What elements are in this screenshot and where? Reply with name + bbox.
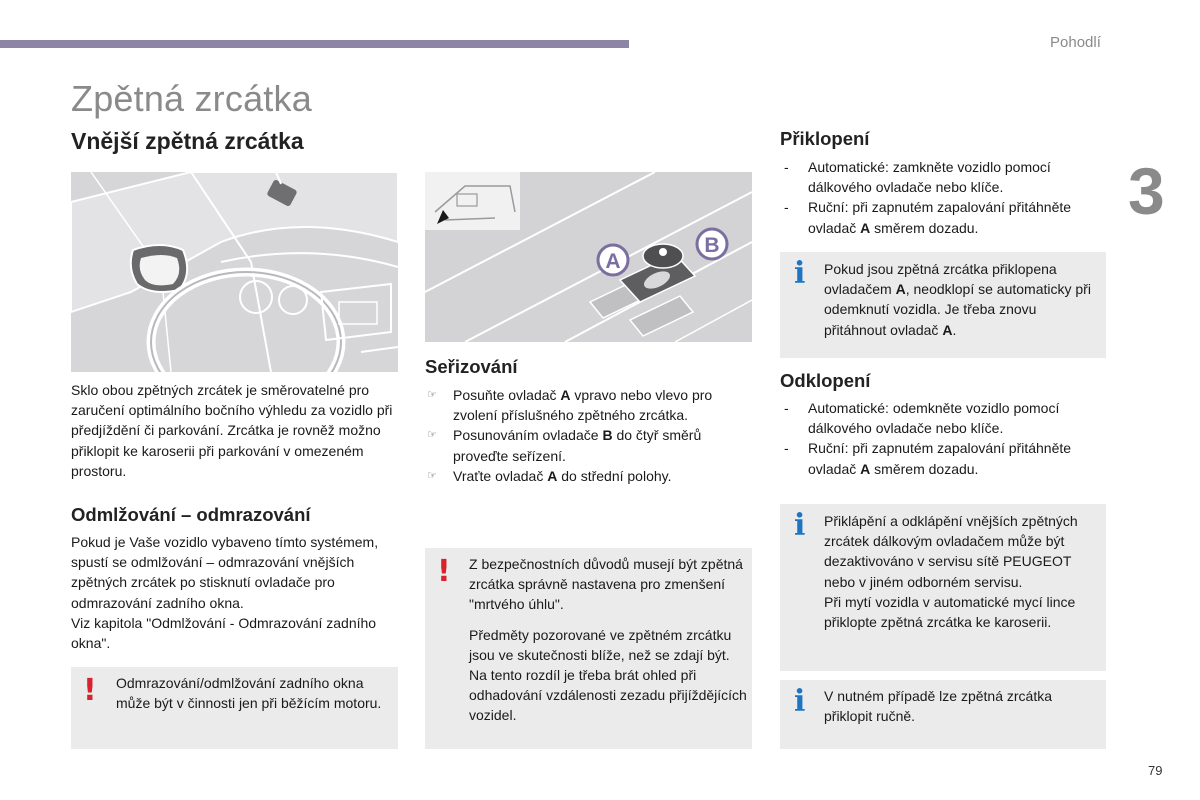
fold-info-text: Pokud jsou zpětná zrcátka přiklopena ovladačem A, neodklopí se automaticky při odemknutí vozidla. Je třeba znovu přitáhnout ovladač A.: [824, 261, 1091, 338]
pointing-hand-icon: ☞: [427, 388, 437, 401]
service-info-text: [824, 511, 1102, 632]
car-interior-drawing: [71, 172, 398, 372]
unfold-list: [780, 398, 1110, 479]
adjust-heading: Seřizování: [425, 356, 518, 377]
info-icon: i: [794, 256, 806, 291]
service-info-box: [780, 504, 1106, 671]
warning-icon: !: [83, 673, 97, 708]
warning-icon: !: [437, 554, 451, 589]
callout-b-label: B: [704, 234, 720, 257]
fold-heading: Přiklopení: [780, 128, 870, 149]
info-paragraph: Při mytí vozidla v automatické mycí lince přiklopte zpětná zrcátka ke karoserii.: [824, 593, 1076, 631]
page-title: Zpětná zrcátka: [71, 78, 312, 119]
list-item: - Automatické: odemkněte vozidlo pomocí dálkového ovladače nebo klíče.: [780, 398, 1110, 438]
list-item: ☞ Vraťte ovladač A do střední polohy.: [425, 466, 755, 486]
warning-paragraph: Z bezpečnostních důvodů musejí být zpětná zrcátka správně nastavena pro zmenšení "mrtvého úhlu".: [469, 556, 743, 613]
defog-warning-box: [71, 667, 398, 749]
defog-heading: Odmlžování – odmrazování: [71, 504, 311, 525]
list-item: ☞ Posuňte ovladač A vpravo nebo vlevo pro zvolení příslušného zpětného zrcátka.: [427, 387, 713, 424]
page-number: 79: [1148, 763, 1163, 778]
info-paragraph: Přiklápění a odklápění vnějších zpětných zrcátek dálkovým ovladačem může být dezaktivováno v servisu sítě PEUGEOT nebo v jiném odborném servisu.: [824, 513, 1078, 590]
pointing-hand-icon: ☞: [427, 468, 437, 482]
pointing-hand-icon: ☞: [427, 428, 437, 442]
section-label: Pohodlí: [1050, 34, 1101, 51]
list-item: ☞ Posunováním ovladače B do čtyř směrů proveďte seřízení.: [427, 427, 702, 464]
manual-info-text: V nutném případě lze zpětná zrcátka přiklopit ručně.: [824, 688, 1053, 725]
list-item: - Automatické: zamkněte vozidlo pomocí dálkového ovladače nebo klíče.: [780, 157, 1110, 197]
exterior-mirrors-heading: Vnější zpětná zrcátka: [71, 128, 304, 154]
header-rule: [0, 40, 629, 48]
defog-text: Pokud je Vaše vozidlo vybaveno tímto systémem, spustí se odmlžování – odmrazování vnějších zpětných zrcátek po stisknutí ovladače pro odmrazování zadního okna.: [71, 534, 379, 611]
list-item: - Ruční: při zapnutém zapalování přitáhněte ovladač A směrem dozadu.: [780, 438, 1110, 478]
defog-warning-text: Odmrazování/odmlžování zadního okna může být v činnosti jen při běžícím motoru.: [116, 675, 382, 712]
control-illustration: [425, 172, 752, 342]
adjust-steps-list: [425, 385, 755, 486]
chapter-number: 3: [1128, 154, 1165, 228]
intro-text: Sklo obou zpětných zrcátek je směrovatelné pro zaručení optimálního bočního výhledu za vozidlo při předjíždění či parkování. Zrcátka je rovněž možno přiklopit ke karoserii při parkování v omezeném prostoru.: [71, 382, 393, 479]
warning-paragraph: Na tento rozdíl je třeba brát ohled při odhadování vzdálenosti zezadu přijíždějících vozidel.: [469, 667, 747, 724]
info-icon: i: [794, 508, 806, 543]
manual-info-box: [780, 680, 1106, 749]
mirror-control-drawing: [425, 172, 752, 342]
defog-reference: Viz kapitola "Odmlžování - Odmrazování zadního okna".: [71, 615, 377, 652]
unfold-heading: Odklopení: [780, 370, 871, 391]
warning-paragraph: Předměty pozorované ve zpětném zrcátku jsou ve skutečnosti blíže, než se zdají být.: [469, 626, 732, 663]
safety-warning-box: [425, 548, 752, 749]
info-icon: i: [794, 684, 806, 719]
callout-a-label: A: [605, 250, 621, 273]
safety-warning-text: [469, 554, 747, 726]
fold-list: [780, 157, 1110, 238]
list-item: - Ruční: při zapnutém zapalování přitáhněte ovladač A směrem dozadu.: [780, 197, 1110, 237]
mirror-illustration: [71, 172, 398, 372]
fold-info-box: [780, 252, 1106, 358]
